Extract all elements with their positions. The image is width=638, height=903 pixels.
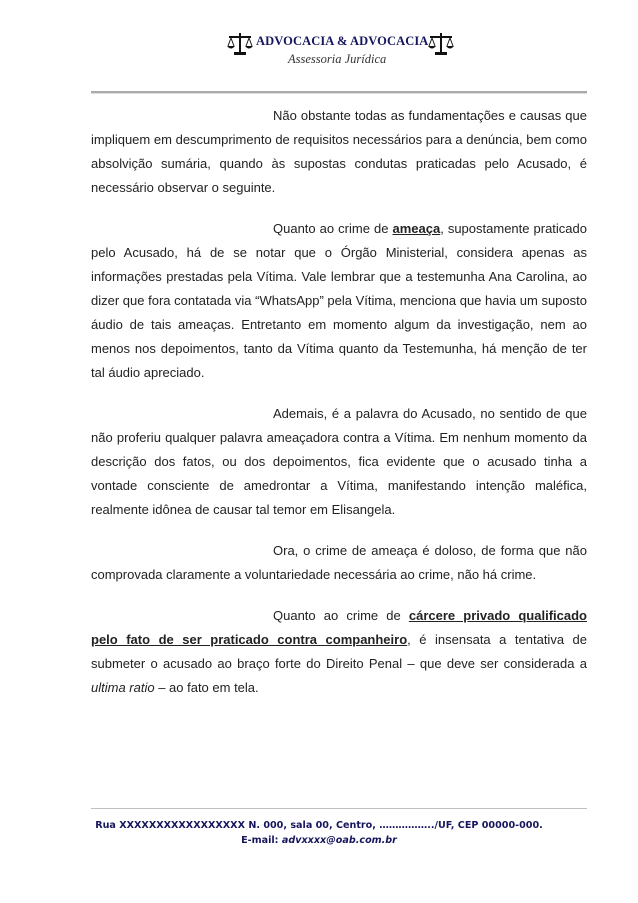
firm-tagline: Assessoria Jurídica: [288, 52, 387, 66]
paragraph-4: Ora, o crime de ameaça é doloso, de forma que não comprovada claramente a voluntariedade necessária ao crime, não há crime.: [91, 543, 587, 582]
scales-of-justice-icon: [428, 32, 454, 56]
email-label: E-mail:: [241, 835, 282, 846]
italic-ultima-ratio: ultima ratio: [91, 680, 155, 695]
paragraph-1: Não obstante todas as fundamentações e causas que impliquem em descumprimento de requisitos necessários para a denúncia, bem como absolvição sumária, quando às supostas condutas praticadas pelo Acusado, é necessário observar o seguinte.: [91, 108, 587, 195]
email-link[interactable]: advxxxx@oab.com.br: [281, 835, 397, 846]
scales-of-justice-icon: [227, 32, 253, 56]
footer: [0, 818, 638, 848]
footer-email-line: [0, 833, 638, 848]
header-divider: [91, 91, 587, 94]
letterhead: [0, 30, 638, 80]
footer-divider: [91, 808, 587, 809]
paragraph-5: Quanto ao crime de cárcere privado qualificado pelo fato de ser praticado contra companheiro, é insensata a tentativa de submeter o acusado ao braço forte do Direito Penal – que deve ser considerada a ultima ratio – ao fato em tela.: [91, 608, 588, 695]
emphasis-ameaca: ameaça: [392, 221, 441, 236]
paragraph-3: Ademais, é a palavra do Acusado, no sentido de que não proferiu qualquer palavra ameaçadora contra a Vítima. Em nenhum momento da descrição dos fatos, ou dos depoimentos, fica evidente que o acusado tinha a vontade consciente de amedrontar a Vítima, manifestando intenção maléfica, realmente idônea de causar tal temor em Elisangela.: [91, 406, 587, 517]
emphasis-carcere-privado: cárcere privado qualificado pelo fato de ser praticado contra companheiro: [91, 608, 587, 647]
footer-address: Rua XXXXXXXXXXXXXXXXX N. 000, sala 00, Centro, ……………../UF, CEP 00000-000.: [95, 820, 543, 831]
document-body: [91, 104, 587, 717]
firm-name: ADVOCACIA & ADVOCACIA: [256, 34, 429, 48]
paragraph-2: Quanto ao crime de ameaça, supostamente praticado pelo Acusado, há de se notar que o Órgão Ministerial, considera apenas as informações prestadas pela Vítima. Vale lembrar que a testemunha Ana Carolina, ao dizer que fora contatada via “WhatsApp” pela Vítima, menciona que havia um suposto áudio de tais ameaças. Entretanto em momento algum da investigação, nem ao menos nos depoimentos, tanto da Vítima quanto da Testemunha, há menção de ter tal áudio apreciado.: [91, 221, 587, 380]
